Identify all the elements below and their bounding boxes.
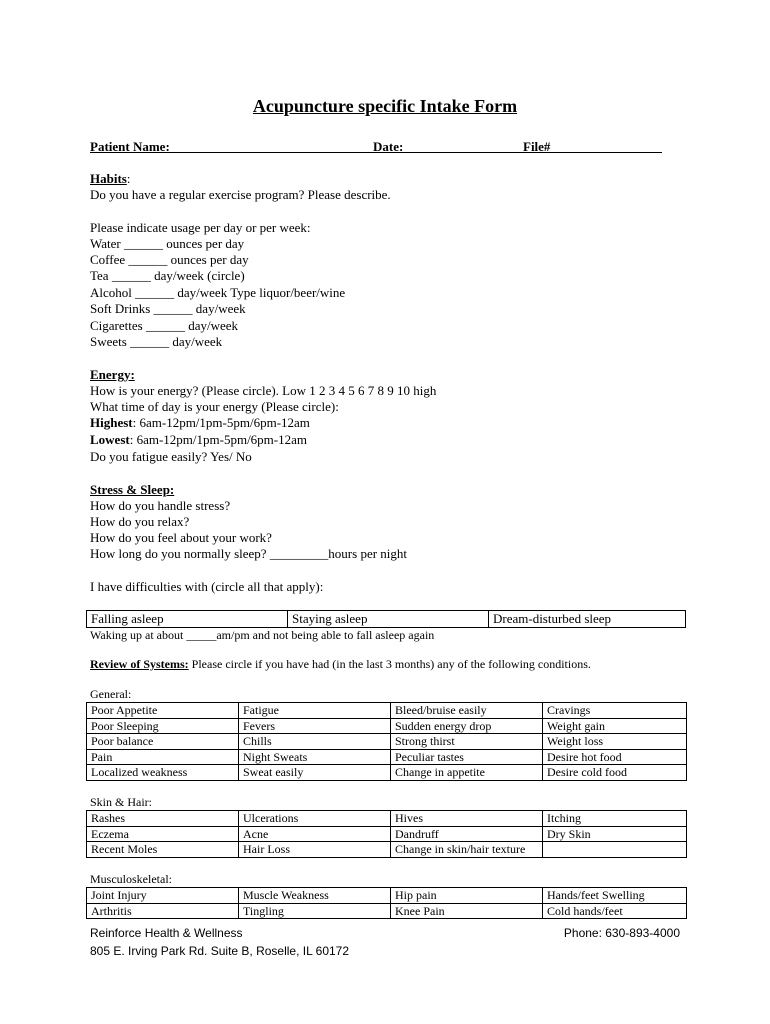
usage-cigarettes: Cigarettes ______ day/week [90,318,239,333]
usage-sweets: Sweets ______ day/week [90,334,223,349]
table-row [87,734,687,750]
work-question: How do you feel about your work? [90,530,272,545]
table-row [87,765,687,781]
habits-heading [90,171,130,187]
table-cell[interactable]: Knee Pain [391,903,543,919]
table-cell[interactable]: Rashes [87,811,239,827]
energy-heading: Energy: [90,367,135,382]
review-heading: Review of Systems: [90,657,189,671]
habits-heading-label: Habits [90,171,127,186]
table-cell[interactable]: Hip pain [391,888,543,904]
fatigue-question: Do you fatigue easily? Yes/ No [90,449,252,464]
patient-name-line[interactable] [90,152,373,153]
usage-intro: Please indicate usage per day or per week: [90,220,311,235]
footer-phone: Phone: 630-893-4000 [563,926,680,940]
table-row [87,718,687,734]
table-row [87,903,687,919]
table-row [87,811,687,827]
energy-time-question: What time of day is your energy (Please circle): [90,399,339,414]
sleep-difficulties-table [86,610,686,628]
table-cell[interactable]: Acne [239,826,391,842]
table-cell[interactable]: Localized weakness [87,765,239,781]
energy-level-question: How is your energy? (Please circle). Low 1 2 3 4 5 6 7 8 9 10 high [90,383,437,398]
sleep-question: How long do you normally sleep? _________hours per night [90,546,408,561]
footer-clinic-name: Reinforce Health & Wellness [90,926,243,940]
table-cell[interactable]: Bleed/bruise easily [391,703,543,719]
footer-address: 805 E. Irving Park Rd. Suite B, Roselle, IL 60172 [90,944,350,958]
relax-question: How do you relax? [90,514,190,529]
table-cell[interactable]: Change in appetite [391,765,543,781]
file-line[interactable] [523,152,662,153]
waking-statement: Waking up at about _____am/pm and not being able to fall asleep again [90,628,435,642]
table-cell[interactable]: Cravings [543,703,687,719]
table-cell[interactable]: Poor Sleeping [87,718,239,734]
table-cell[interactable]: Strong thirst [391,734,543,750]
table-cell[interactable]: Muscle Weakness [239,888,391,904]
table-row [87,749,687,765]
musculoskeletal-table [86,887,687,919]
stress-question: How do you handle stress? [90,498,231,513]
table-row [87,888,687,904]
stress-heading: Stress & Sleep: [90,482,175,497]
exercise-question: Do you have a regular exercise program? Please describe. [90,187,391,202]
table-cell[interactable]: Night Sweats [239,749,391,765]
table-cell[interactable]: Poor balance [87,734,239,750]
file-label: File# [523,139,551,154]
energy-highest [90,415,310,431]
table-cell[interactable]: Desire hot food [543,749,687,765]
option-staying-asleep[interactable]: Staying asleep [288,611,489,628]
difficulties-intro: I have difficulties with (circle all that apply): [90,579,324,594]
table-cell[interactable]: Hands/feet Swelling [543,888,687,904]
highest-label: Highest [90,415,133,430]
table-cell[interactable]: Itching [543,811,687,827]
option-falling-asleep[interactable]: Falling asleep [87,611,288,628]
lowest-label: Lowest [90,432,130,447]
review-text: Please circle if you have had (in the last 3 months) any of the following conditions. [188,657,591,671]
table-cell[interactable]: Pain [87,749,239,765]
table-cell[interactable]: Hair Loss [239,842,391,858]
table-cell[interactable]: Cold hands/feet [543,903,687,919]
table-cell[interactable]: Fatigue [239,703,391,719]
table-row [87,703,687,719]
table-cell[interactable]: Recent Moles [87,842,239,858]
table-cell[interactable]: Joint Injury [87,888,239,904]
lowest-value: : 6am-12pm/1pm-5pm/6pm-12am [129,432,308,447]
table-cell[interactable]: Hives [391,811,543,827]
page-title: Acupuncture specific Intake Form [252,96,518,116]
table-cell[interactable] [543,842,687,858]
table-cell[interactable]: Arthritis [87,903,239,919]
table-row [87,611,686,628]
table-cell[interactable]: Sudden energy drop [391,718,543,734]
table-cell[interactable]: Ulcerations [239,811,391,827]
musculoskeletal-label: Musculoskeletal: [90,872,172,886]
table-cell[interactable]: Chills [239,734,391,750]
habits-heading-colon: : [126,171,131,186]
table-cell[interactable]: Sweat easily [239,765,391,781]
table-cell[interactable]: Fevers [239,718,391,734]
table-cell[interactable]: Dandruff [391,826,543,842]
table-cell[interactable]: Tingling [239,903,391,919]
skin-hair-table [86,810,687,858]
table-cell[interactable]: Peculiar tastes [391,749,543,765]
table-cell[interactable]: Poor Appetite [87,703,239,719]
date-label: Date: [373,139,404,154]
date-line[interactable] [373,152,523,153]
table-cell[interactable]: Weight gain [543,718,687,734]
usage-water: Water ______ ounces per day [90,236,245,251]
table-cell[interactable]: Dry Skin [543,826,687,842]
table-cell[interactable]: Change in skin/hair texture [391,842,543,858]
skin-hair-label: Skin & Hair: [90,795,152,809]
table-cell[interactable]: Weight loss [543,734,687,750]
usage-coffee: Coffee ______ ounces per day [90,252,249,267]
usage-soft-drinks: Soft Drinks ______ day/week [90,301,246,316]
review-intro [90,657,591,672]
table-cell[interactable]: Desire cold food [543,765,687,781]
energy-lowest [90,432,307,448]
table-row [87,842,687,858]
highest-value: : 6am-12pm/1pm-5pm/6pm-12am [132,415,310,430]
patient-name-text: Patient Name: [90,139,170,154]
general-label: General: [90,687,132,701]
usage-tea: Tea ______ day/week (circle) [90,268,245,283]
table-row [87,826,687,842]
usage-alcohol: Alcohol ______ day/week Type liquor/beer/wine [90,285,346,300]
general-table [86,702,687,781]
option-dream-disturbed-sleep[interactable]: Dream-disturbed sleep [489,611,686,628]
table-cell[interactable]: Eczema [87,826,239,842]
